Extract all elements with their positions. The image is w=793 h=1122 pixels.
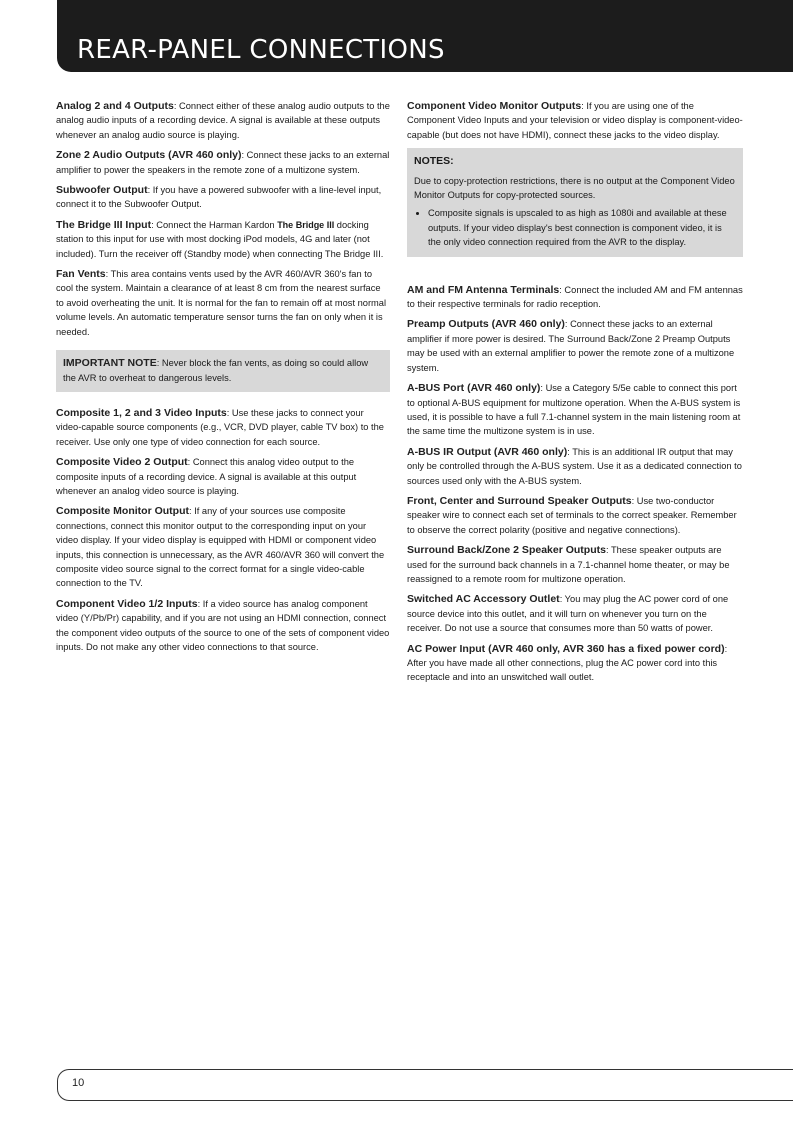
bridge-logo: The Bridge III: [277, 219, 335, 230]
entry-fan-vents: [56, 267, 390, 339]
entry-text: : Connect the included AM and FM antennas to their respective terminals for radio reception.: [407, 284, 743, 310]
entry-text: : You may plug the AC power cord of one source device into this outlet, and it will turn on whenever you turn on the receiver. Do not use a source that consumes more than 50 watts of power.: [407, 594, 729, 634]
entry-text: docking station to this input for use with most docking iPod models, 4G and later (not included). Turn the receiver off (Standby mode) when connecting The Bridge III.: [56, 219, 384, 259]
entry-text: : Connect the Harman Kardon: [151, 219, 278, 230]
entry-composite-video-inputs: [56, 406, 390, 449]
entry-term: Composite 1, 2 and 3 Video Inputs: [56, 406, 227, 419]
entry-a-bus-port: [407, 381, 743, 439]
entry-composite-monitor-output: [56, 504, 390, 590]
entry-bridge-iii-input: [56, 218, 390, 261]
notes-text: Due to copy-protection restrictions, there is no output at the Component Video Monitor Outputs for copy-protected sources.: [414, 175, 735, 201]
entry-ac-power-input: [407, 642, 743, 685]
entry-term: A-BUS Port (AVR 460 only): [407, 382, 541, 395]
entry-text: : Use a Category 5/5e cable to connect this port to optional A-BUS equipment for multizone operation. When the A-BUS system is used, it is possible to have a full 7.1-channel system in the main listening room at the same time the multizone system is in use.: [407, 383, 741, 437]
entry-term: Preamp Outputs (AVR 460 only): [407, 318, 565, 331]
entry-term: Zone 2 Audio Outputs (AVR 460 only): [56, 149, 242, 162]
entry-text: : If any of your sources use composite connections, connect this monitor output to the corresponding input on your video display. If your video display is equipped with HDMI or component video inputs, this connection is unnecessary, as the AVR 460/AVR 360 will convert the composite video source signal to the correct format for a single video-cable connection to the TV.: [56, 506, 385, 589]
entry-term: Switched AC Accessory Outlet: [407, 593, 560, 606]
important-note-text: : Never block the fan vents, as doing so could allow the AVR to overheat to dangerous levels.: [63, 358, 369, 383]
entry-speaker-outputs: [407, 494, 743, 537]
header-bar: [57, 0, 793, 72]
notes-box: [407, 148, 743, 256]
entry-text: : Connect these jacks to an external amplifier to power the speakers in the remote zone of a multizone system.: [56, 150, 390, 175]
important-note-box: [56, 350, 390, 392]
entry-text: : Connect either of these analog audio outputs to the analog audio inputs of a recording device. A signal is available at these outputs whenever an analog audio source is playing.: [56, 101, 390, 140]
notes-bullet: • Composite signals is upscaled to as high as 1080i and available at these outputs. If your video display's best connection is component video, it is the only video connection required from the AVR to the display.: [428, 206, 736, 249]
notes-list: [414, 206, 736, 249]
entry-term: Component Video Monitor Outputs: [407, 100, 582, 112]
footer-frame: [57, 1069, 793, 1101]
entry-component-video-monitor-outputs: [407, 99, 743, 142]
page-title: REAR-PANEL CONNECTIONS: [77, 35, 445, 65]
entry-analog-2-4-outputs: [56, 99, 390, 142]
entry-text: : Use two-conductor speaker wire to connect each set of terminals to the correct speaker. Remember to observe the correct polarity (positive and negative connections).: [407, 495, 737, 535]
entry-term: The Bridge III Input: [56, 218, 152, 231]
entry-term: Component Video 1/2 Inputs: [56, 597, 198, 610]
spacer: [407, 269, 743, 283]
entry-term: AC Power Input (AVR 460 only, AVR 360 has a fixed power cord): [407, 642, 725, 655]
entry-term: A-BUS IR Output (AVR 460 only): [407, 445, 568, 458]
entry-term: Composite Monitor Output: [56, 505, 189, 518]
notes-title: NOTES:: [414, 155, 454, 168]
entry-text: : If you have a powered subwoofer with a line-level input, connect it to the Subwoofer Output.: [56, 185, 382, 210]
right-column: [407, 99, 743, 691]
entry-zone-2-audio-outputs: [56, 148, 390, 177]
entry-term: Front, Center and Surround Speaker Outputs: [407, 494, 632, 507]
entry-text: : Use these jacks to connect your video-capable source components (e.g., VCR, DVD player, cable TV box) to the receiver. Use only one type of video connection for each source.: [56, 407, 384, 447]
important-note-label: IMPORTANT NOTE: [63, 357, 157, 370]
entry-switched-ac-outlet: [407, 592, 743, 635]
entry-term: Composite Video 2 Output: [56, 456, 188, 469]
entry-surround-back-zone-2-speaker-outputs: [407, 543, 743, 586]
entry-term: Surround Back/Zone 2 Speaker Outputs: [407, 544, 606, 557]
entry-text: : This is an additional IR output that may only be controlled through the A-BUS system. Use it as a dedicated connection to sources used only with the A-BUS system.: [407, 446, 742, 486]
entry-text: : After you have made all other connections, plug the AC power cord into this receptacle and into an unswitched wall outlet.: [407, 643, 728, 683]
entry-am-fm-antenna: [407, 283, 743, 312]
entry-text: : If a video source has analog component video (Y/Pb/Pr) capability, and if you are not using an HDMI connection, connect the component video outputs of the source to one of the sets of component video inputs. Do not make any other video connections to that source.: [56, 598, 390, 652]
page-number: 10: [72, 1077, 85, 1089]
left-column: [56, 99, 390, 660]
entry-text: : Connect this analog video output to the composite inputs of a recording device. A signal is available at this output whenever an analog video source is playing.: [56, 457, 357, 496]
entry-text: : This area contains vents used by the AVR 460/AVR 360's fan to cool the system. Maintain a clearance of at least 8 cm from the nearest surface to avoid overheating the unit. It is normal for the fan to remain off at most normal volume levels. An automatic temperature sensor turns the fan on only when it is needed.: [56, 269, 387, 337]
entry-a-bus-ir-output: [407, 445, 743, 488]
entry-term: AM and FM Antenna Terminals: [407, 283, 560, 296]
entry-term: Fan Vents: [56, 268, 106, 281]
entry-subwoofer-output: [56, 183, 390, 212]
entry-text: : If you are using one of the Component Video Inputs and your television or video display is component-video-capable (but does not have HDMI), connect these jacks to the video display.: [407, 101, 743, 140]
entry-composite-video-2-output: [56, 455, 390, 498]
entry-term: Subwoofer Output: [56, 184, 148, 197]
entry-text: : Connect these jacks to an external amplifier if more power is desired. The Surround Back/Zone 2 Preamp Outputs may be used with an external amplifier to power the remote zone of a multizone system.: [407, 319, 735, 373]
entry-preamp-outputs: [407, 317, 743, 375]
entry-term: Analog 2 and 4 Outputs: [56, 100, 174, 112]
entry-text: : These speaker outputs are used for the surround back channels in a 7.1-channel home theater, or may be reassigned to a remote room for multizone operation.: [407, 545, 730, 584]
entry-component-video-inputs: [56, 597, 390, 655]
